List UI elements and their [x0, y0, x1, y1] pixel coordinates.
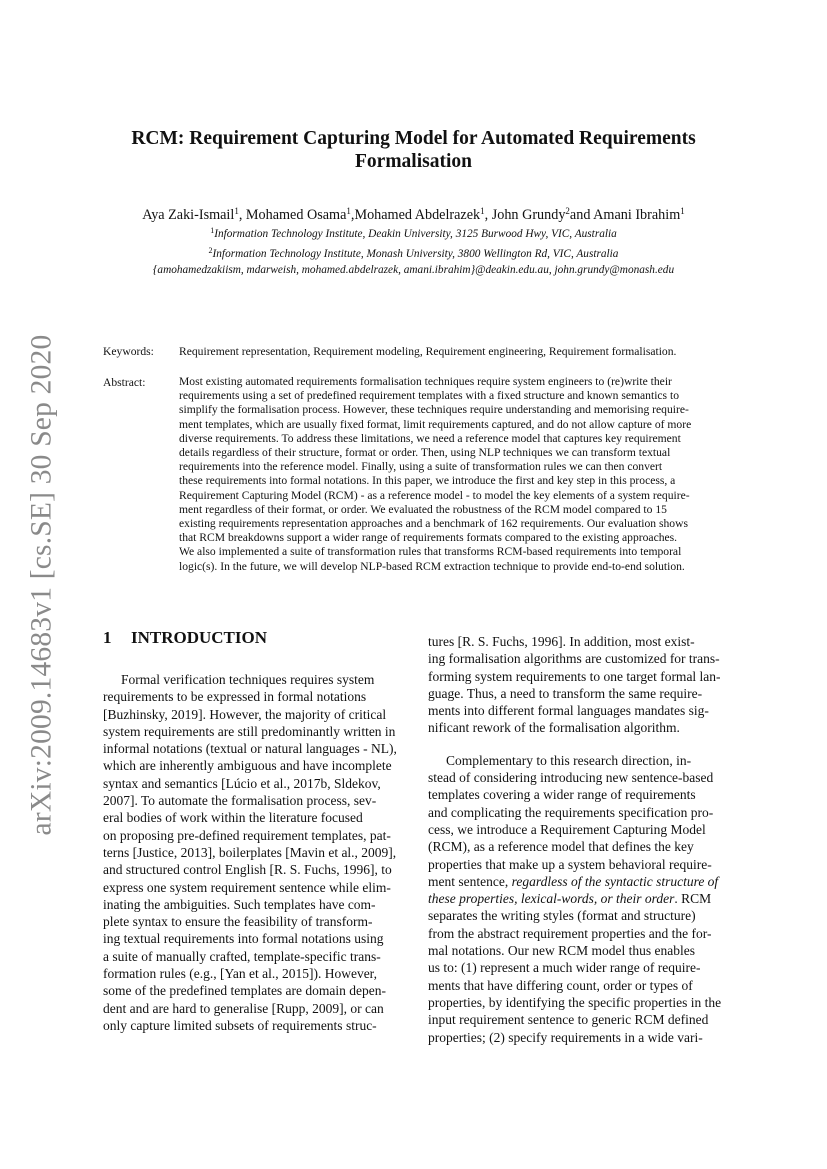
abstract-line: details regardless of their structure, format or order. Then, using NLP techniques we can transform textual — [179, 446, 671, 460]
affiliation-mark: 1 — [210, 226, 215, 235]
title-line-2: Formalisation — [355, 151, 472, 172]
body-line: stead of considering introducing new sentence-based — [428, 770, 714, 786]
author-name: Mohamed Osama — [245, 207, 347, 223]
body-line: dent and are hard to generalise [Rupp, 2009], or can — [103, 1000, 384, 1016]
abstract-line: ment templates, which are usually fixed format, limit requirements captured, and do not allow capture of more — [179, 417, 692, 431]
body-text: . RCM — [674, 891, 712, 907]
body-line: tures [R. S. Fuchs, 1996]. In addition, most exist- — [428, 634, 695, 649]
emphasized-text: regardless of the syntactic structure of — [511, 873, 719, 889]
body-line: syntax and semantics [Lúcio et al., 2017b, Sldekov, — [103, 775, 381, 791]
author-affiliation-mark: 2 — [565, 206, 570, 216]
body-line: separates the writing styles (format and structure) — [428, 908, 696, 924]
affiliation-1 — [60, 227, 767, 241]
abstract-line: these requirements into formal notations. In this paper, we introduce the first and key step in this process, a — [179, 474, 676, 488]
body-line: a suite of manually crafted, template-specific trans- — [103, 948, 381, 964]
paper-title — [100, 127, 727, 173]
body-line: Formal verification techniques requires system — [121, 672, 375, 687]
body-line: eral bodies of work within the literature focused — [103, 810, 363, 826]
author-affiliation-mark: 1 — [680, 206, 685, 216]
body-line: from the abstract requirement properties and the for- — [428, 925, 712, 941]
arxiv-identifier: arXiv:2009.14683v1 [cs.SE] 30 Sep 2020 — [25, 334, 58, 836]
body-line: ing textual requirements into formal notations using — [103, 931, 384, 947]
author-separator: , — [238, 207, 246, 223]
author-separator: , — [484, 207, 492, 223]
author-name: John Grundy — [491, 207, 566, 223]
author-name: Mohamed Abdelrazek — [354, 207, 481, 223]
emphasized-text: these properties, lexical-words, or their order — [428, 891, 675, 907]
author-emails: {amohamedzakiism, mdarweish, mohamed.abdelrazek, amani.ibrahim}@deakin.edu.au, john.grundy@monash.edu — [152, 264, 675, 276]
body-line — [428, 890, 725, 907]
body-line: which are inherently ambiguous and have incomplete — [103, 758, 392, 774]
author-affiliation-mark: 1 — [480, 206, 485, 216]
keywords-label: Keywords: — [103, 345, 154, 358]
title-line-1: RCM: Requirement Capturing Model for Automated Requirements — [131, 128, 696, 149]
body-line: and complicating the requirements specification pro- — [428, 804, 714, 820]
body-line: forming system requirements to one target formal lan- — [428, 668, 721, 684]
body-line: mal notations. Our new RCM model thus enables — [428, 943, 695, 959]
body-line: terns [Justice, 2013], boilerplates [Mavin et al., 2009], — [103, 844, 397, 860]
body-line: properties that make up a system behavioral require- — [428, 856, 712, 872]
body-line: 2007]. To automate the formalisation process, sev- — [103, 793, 377, 809]
body-line: us to: (1) represent a much wider range of require- — [428, 960, 701, 976]
body-line: Complementary to this research direction, in- — [446, 752, 692, 768]
body-line: plete syntax to ensure the feasibility of transform- — [103, 914, 373, 930]
author-affiliation-mark: 1 — [234, 206, 239, 216]
abstract-text — [179, 375, 727, 574]
affiliation-mark: 2 — [208, 246, 213, 255]
abstract-line: that RCM breakdowns support a wider range of requirements formats compared to the existing approaches. — [179, 531, 678, 545]
section-title: INTRODUCTION — [131, 628, 268, 647]
body-line: properties; (2) specify requirements in a wide vari- — [428, 1029, 703, 1045]
author-separator: and — [569, 207, 594, 223]
body-line: informal notations (textual or natural languages - NL), — [103, 741, 397, 757]
abstract-line: ment regardless of their format, or order. We evaluated the robustness of the RCM model compared to 15 — [179, 502, 667, 516]
body-line: inating the ambiguities. Such templates have com- — [103, 896, 376, 912]
abstract-line: requirements into the reference model. Finally, using a suite of transformation rules we can then convert — [179, 460, 663, 474]
body-line: ments into different formal languages mandates sig- — [428, 703, 709, 719]
left-column-text — [103, 671, 399, 1034]
body-line: input requirement sentence to generic RCM defined — [428, 1012, 709, 1028]
body-line: only capture limited subsets of requirements struc- — [103, 1017, 377, 1033]
author-name: Amani Ibrahim — [593, 207, 681, 223]
body-line: formation rules (e.g., [Yan et al., 2015]). However, — [103, 966, 378, 982]
affiliation-text: Information Technology Institute, Deakin University, 3125 Burwood Hwy, VIC, Australia — [214, 228, 617, 240]
author-list — [80, 206, 747, 224]
body-line: templates covering a wider range of requirements — [428, 787, 696, 803]
body-line: nificant rework of the formalisation algorithm. — [428, 720, 680, 736]
abstract-line: existing requirements representation approaches and a benchmark of 162 requirements. Our evaluation shows — [179, 517, 688, 531]
author-name: Aya Zaki-Ismail — [142, 207, 235, 223]
body-line: express one system requirement sentence while elim- — [103, 879, 391, 895]
body-line — [428, 873, 725, 890]
abstract-line: Requirement Capturing Model (RCM) - as a reference model - to model the key elements of a system require- — [179, 488, 690, 502]
affiliation-text: Information Technology Institute, Monash University, 3800 Wellington Rd, VIC, Australia — [212, 248, 619, 260]
body-line: guage. Thus, a need to transform the same require- — [428, 685, 703, 701]
section-number: 1 — [103, 628, 112, 647]
abstract-line: We also implemented a suite of transformation rules that transforms RCM-based requirements into temporal — [179, 545, 682, 559]
paragraph-gap — [428, 737, 725, 752]
keywords-text: Requirement representation, Requirement modeling, Requirement engineering, Requirement formalisation. — [179, 345, 677, 358]
section-heading — [103, 627, 267, 649]
body-line: on proposing pre-defined requirement templates, pat- — [103, 827, 391, 843]
abstract-line: logic(s). In the future, we will develop NLP-based RCM extraction technique to provide end-to-end solution. — [179, 559, 685, 573]
body-line: and structured control English [R. S. Fuchs, 1996], to — [103, 862, 392, 878]
affiliation-2 — [60, 247, 767, 261]
abstract-line: Most existing automated requirements formalisation techniques require system engineers to (re)write their — [179, 375, 672, 388]
body-line: cess, we introduce a Requirement Capturing Model — [428, 821, 706, 837]
author-affiliation-mark: 1 — [346, 206, 351, 216]
body-line: ments that have differing count, order or types of — [428, 977, 693, 993]
author-separator: , — [350, 207, 355, 223]
abstract-line: simplify the formalisation process. However, these techniques require understanding and memorising require- — [179, 403, 689, 417]
abstract-label: Abstract: — [103, 376, 146, 389]
right-column-text — [428, 633, 725, 1046]
abstract-line: requirements using a set of predefined requirement templates with a fixed structure and known semantics to — [179, 389, 679, 403]
abstract-line: diverse requirements. To address these limitations, we need a reference model that captures key requirement — [179, 431, 681, 445]
body-line: [Buzhinsky, 2019]. However, the majority of critical — [103, 706, 387, 722]
body-line: some of the predefined templates are domain depen- — [103, 983, 387, 999]
body-text: ment sentence, — [428, 873, 512, 889]
body-line: requirements to be expressed in formal notations — [103, 689, 367, 705]
body-line: (RCM), as a reference model that defines the key — [428, 839, 694, 855]
body-line: system requirements are still predominantly written in — [103, 723, 396, 739]
body-line: properties, by identifying the specific properties in the — [428, 994, 722, 1010]
body-line: ing formalisation algorithms are customized for trans- — [428, 651, 720, 667]
